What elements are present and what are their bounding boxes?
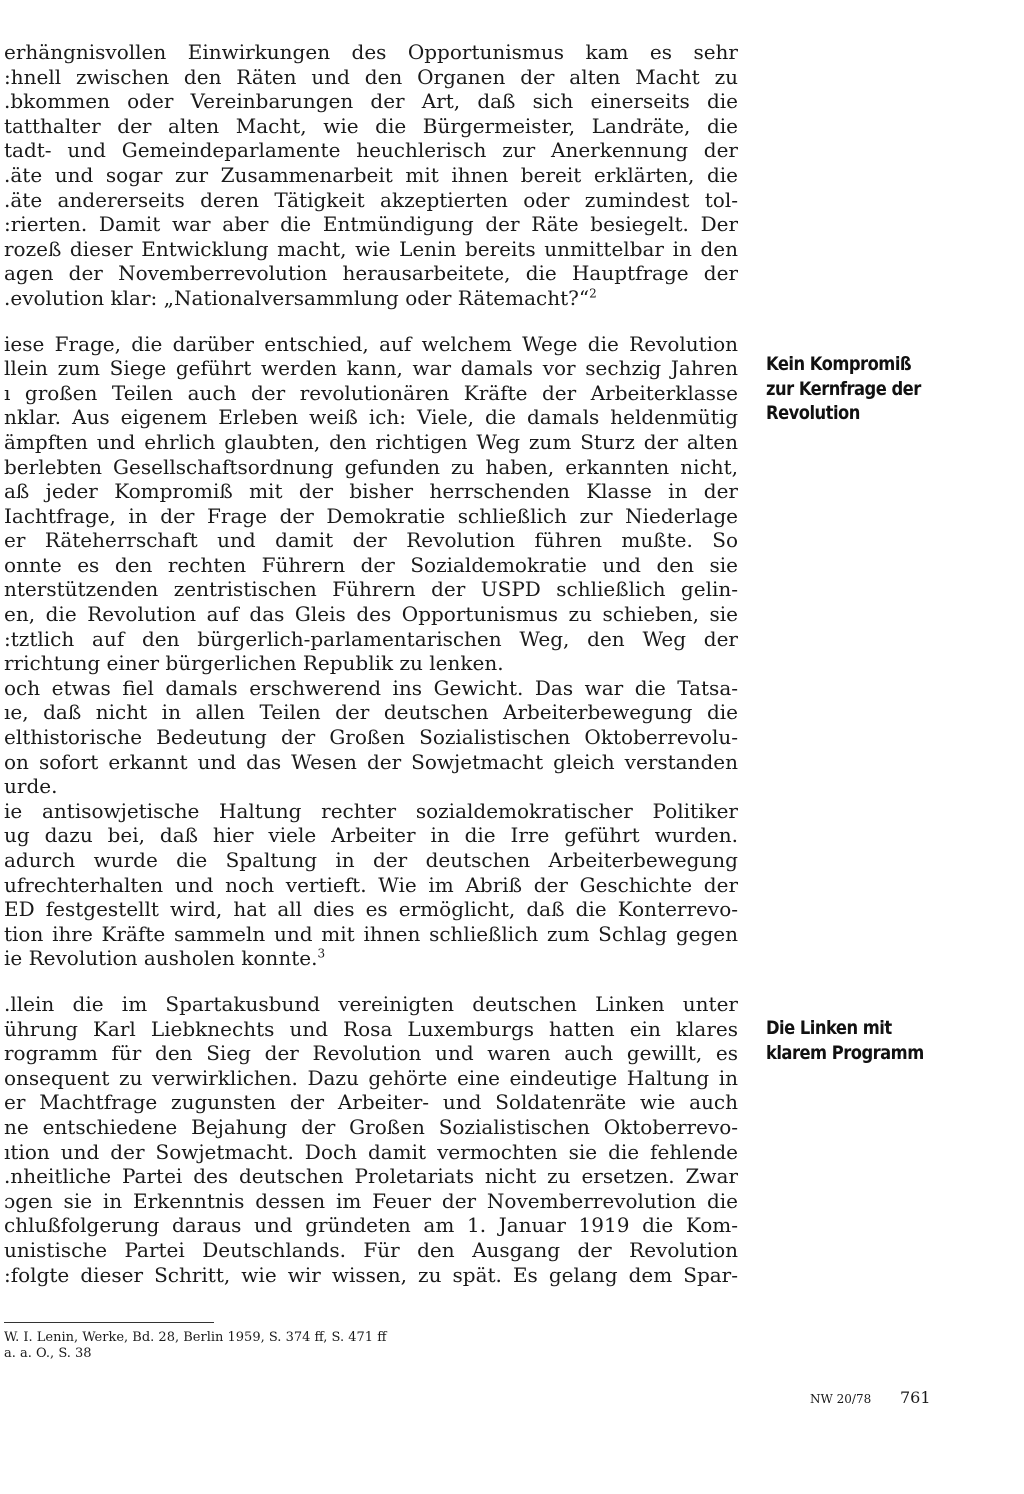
text-line: nklar. Aus eigenem Erleben weiß ich: Viele, die damals heldenmütig <box>4 405 738 430</box>
text-line: .bkommen oder Vereinbarungen der Art, daß sich einerseits die <box>4 89 738 114</box>
text-line: erhängnisvollen Einwirkungen des Opportunismus kam es sehr <box>4 40 738 64</box>
paragraph-3 <box>4 676 738 799</box>
text-line: iese Frage, die darüber entschied, auf welchem Wege die Revolution <box>4 331 738 356</box>
text-line: .äte andererseits deren Tätigkeit akzeptierten oder zumindest tol- <box>4 187 738 212</box>
text-line: nterstützenden zentristischen Führern der USPD schließlich gelin- <box>4 577 738 602</box>
paragraph-2 <box>4 332 738 676</box>
text-line: ug dazu bei, daß hier viele Arbeiter in die Irre geführt wurden. <box>4 823 738 848</box>
footnote-mark: 3 <box>317 946 326 961</box>
text-line: ie antisowjetische Haltung rechter sozialdemokratischer Politiker <box>4 798 738 823</box>
text-line: Iachtfrage, in der Frage der Demokratie schließlich zur Niederlage <box>4 503 738 528</box>
text-line: unistische Partei Deutschlands. Für den Ausgang der Revolution <box>4 1237 738 1262</box>
text-line: ıe, daß nicht in allen Teilen der deutschen Arbeiterbewegung die <box>4 700 738 725</box>
paragraph-gap <box>4 311 738 332</box>
text-line: er Machtfrage zugunsten der Arbeiter- und Soldatenräte wie auch <box>4 1090 738 1115</box>
text-line: on sofort erkannt und das Wesen der Sowjetmacht gleich verstanden <box>4 749 738 774</box>
text-line: onnte es den rechten Führern der Sozialdemokratie und den sie <box>4 552 738 577</box>
text-line <box>4 286 738 311</box>
text-line: tatthalter der alten Macht, wie die Bürgermeister, Landräte, die <box>4 113 738 138</box>
side-heading-line: Die Linken mit <box>766 1017 892 1039</box>
text-line: tion ihre Kräfte sammeln und mit ihnen schließlich zum Schlag gegen <box>4 921 738 946</box>
text-line: urde. <box>4 774 58 799</box>
text-line: .äte und sogar zur Zusammenarbeit mit ihnen bereit erklärten, die <box>4 162 738 187</box>
paragraph-1 <box>4 40 738 311</box>
paragraph-5 <box>4 992 738 1287</box>
text-line: och etwas fiel damals erschwerend ins Gewicht. Das war die Tatsa- <box>4 675 738 700</box>
paragraph-4 <box>4 799 738 971</box>
text-line: llein zum Siege geführt werden kann, war damals vor sechzig Jahren <box>4 356 738 381</box>
text-line: chlußfolgerung daraus und gründeten am 1. Januar 1919 die Kom- <box>4 1213 738 1238</box>
side-heading-kein-kompromiss <box>766 352 972 426</box>
text-line <box>4 946 738 971</box>
side-heading-line: zur Kernfrage der <box>766 377 921 400</box>
text-line: tadt- und Gemeindeparlamente heuchlerisch zur Anerkennung der <box>4 138 738 163</box>
issue-label: NW 20/78 <box>810 1392 872 1406</box>
text-line: ufrechterhalten und noch vertieft. Wie im Abriß der Geschichte der <box>4 872 738 897</box>
text-line: rozeß dieser Entwicklung macht, wie Lenin bereits unmittelbar in den <box>4 236 738 261</box>
text-line: .llein die im Spartakusbund vereinigten deutschen Linken unter <box>4 991 738 1016</box>
text-line: rrichtung einer bürgerlichen Republik zu lenken. <box>4 651 504 676</box>
page-number: 761 <box>900 1388 931 1407</box>
text-line: .nheitliche Partei des deutschen Proletariats nicht zu ersetzen. Zwar <box>4 1164 738 1189</box>
text-line: ɔgen sie in Erkenntnis dessen im Feuer der Novemberrevolution die <box>4 1188 738 1213</box>
paragraph-gap <box>4 971 738 992</box>
footnote-item: a. a. O., S. 38 <box>4 1346 92 1361</box>
text-line: rogramm für den Sieg der Revolution und waren auch gewillt, es <box>4 1041 738 1066</box>
footnote-divider <box>4 1322 214 1323</box>
text-line-content: .evolution klar: „Nationalversammlung oder Rätemacht?“ <box>4 285 590 310</box>
side-heading-line: Revolution <box>766 402 860 424</box>
text-line: ne entschiedene Bejahung der Großen Sozialistischen Oktoberrevo- <box>4 1114 738 1139</box>
side-heading-line: klarem Programm <box>766 1041 924 1064</box>
text-line: :rierten. Damit war aber die Entmündigung der Räte besiegelt. Der <box>4 212 738 237</box>
text-line: ämpften und ehrlich glaubten, den richtigen Weg zum Sturz der alten <box>4 429 738 454</box>
text-line: ı großen Teilen auch der revolutionären Kräfte der Arbeiterklasse <box>4 380 738 405</box>
footnotes <box>4 1330 386 1362</box>
side-heading-line: Kein Kompromiß <box>766 353 912 375</box>
text-line: aß jeder Kompromiß mit der bisher herrschenden Klasse in der <box>4 479 738 504</box>
footnote-item: W. I. Lenin, Werke, Bd. 28, Berlin 1959, S. 374 ff, S. 471 ff <box>4 1330 387 1345</box>
text-line: :hnell zwischen den Räten und den Organen der alten Macht zu <box>4 64 738 89</box>
text-line: agen der Novemberrevolution herausarbeitete, die Hauptfrage der <box>4 261 738 286</box>
text-line: :folgte dieser Schritt, wie wir wissen, zu spät. Es gelang dem Spar- <box>4 1262 738 1287</box>
text-line: :tztlich auf den bürgerlich-parlamentarischen Weg, den Weg der <box>4 626 738 651</box>
text-line: berlebten Gesellschaftsordnung gefunden zu haben, erkannten nicht, <box>4 454 738 479</box>
text-line-content: ie Revolution ausholen konnte. <box>4 946 318 971</box>
footnote-mark: 2 <box>589 286 597 301</box>
text-line: er Räteherrschaft und damit der Revolution führen mußte. So <box>4 528 738 553</box>
text-line: ıtion und der Sowjetmacht. Doch damit vermochten sie die fehlende <box>4 1139 738 1164</box>
side-heading-die-linken <box>766 1016 972 1065</box>
text-line: adurch wurde die Spaltung in der deutschen Arbeiterbewegung <box>4 848 738 872</box>
text-line: onsequent zu verwirklichen. Dazu gehörte eine eindeutige Haltung in <box>4 1065 738 1090</box>
text-line: en, die Revolution auf das Gleis des Opportunismus zu schieben, sie <box>4 602 738 627</box>
text-line: ührung Karl Liebknechts und Rosa Luxemburgs hatten ein klares <box>4 1016 738 1041</box>
text-line: elthistorische Bedeutung der Großen Sozialistischen Oktoberrevolu- <box>4 725 738 750</box>
text-line: ED festgestellt wird, hat all dies es ermöglicht, daß die Konterrevo- <box>4 897 738 922</box>
main-text-column <box>4 40 738 1287</box>
